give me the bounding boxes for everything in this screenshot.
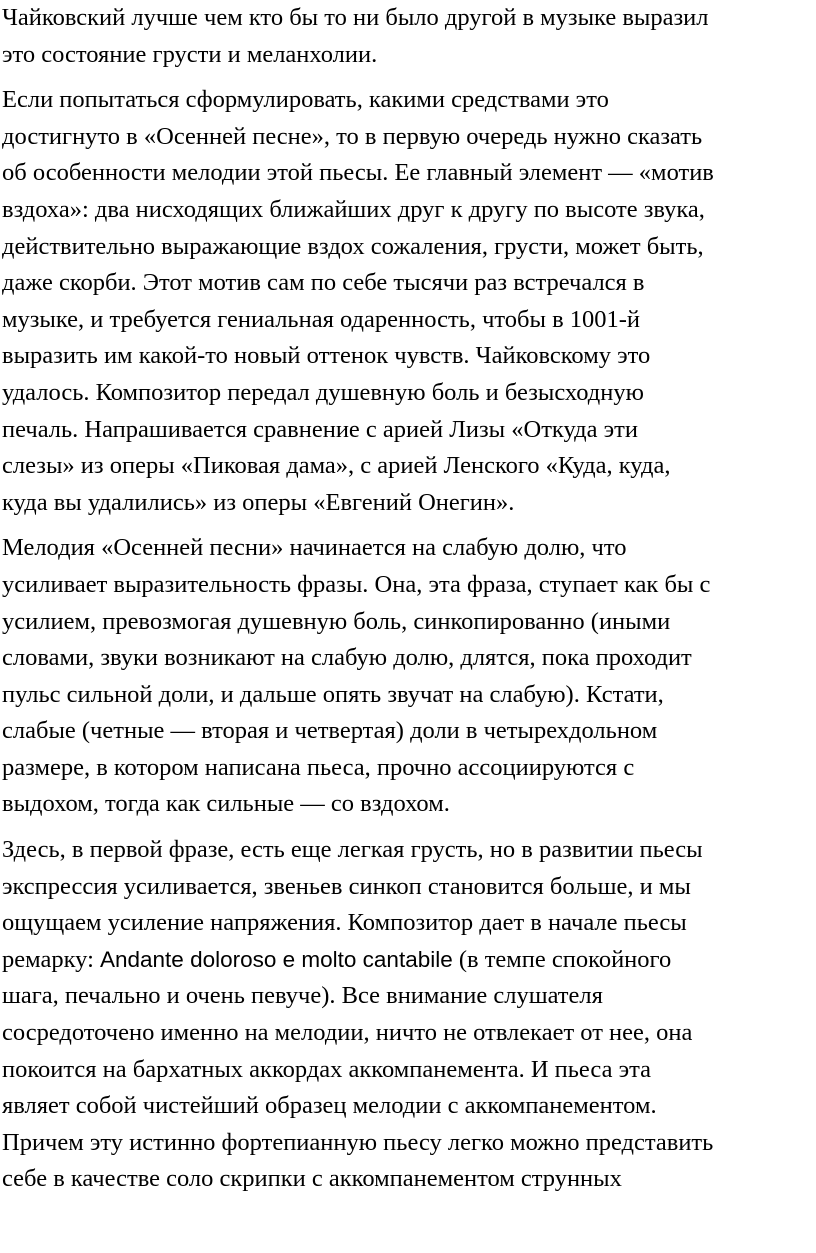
text-line: удалось. Композитор передал душевную боль и безысходную	[2, 378, 644, 406]
text-line: даже скорби. Этот мотив сам по себе тысячи раз встречался в	[2, 269, 645, 297]
paragraph-melody-features	[2, 82, 812, 521]
text-line: это состояние грусти и меланхолии.	[2, 40, 378, 68]
text-line: усилием, превозмогая душевную боль, синкопированно (иными	[2, 607, 671, 635]
text-line: Причем эту истинно фортепианную пьесу легко можно представить	[2, 1128, 714, 1156]
text-line-tempo-marking	[2, 942, 812, 979]
paragraph-expression	[2, 832, 812, 1198]
text-line: являет собой чистейший образец мелодии с аккомпанементом.	[2, 1092, 657, 1120]
text-line: музыке, и требуется гениальная одаренность, чтобы в 1001-й	[2, 305, 641, 333]
text-line: вздоха»: два нисходящих ближайших друг к другу по высоте звука,	[2, 195, 705, 223]
tempo-line: ремарку: Andante doloroso e molto cantabile (в темпе спокойного	[2, 945, 672, 973]
text-line: себе в качестве соло скрипки с аккомпанементом струнных	[2, 1165, 622, 1193]
text-line: размере, в котором написана пьеса, прочно ассоциируются с	[2, 753, 635, 781]
text-line: выразить им какой-то новый оттенок чувств. Чайковскому это	[2, 342, 651, 370]
text-line: печаль. Напрашивается сравнение с арией Лизы «Откуда эти	[2, 415, 638, 443]
text-line: достигнуто в «Осенней песне», то в первую очередь нужно сказать	[2, 122, 703, 150]
text-line: усиливает выразительность фразы. Она, эта фраза, ступает как бы с	[2, 570, 711, 598]
text-line: об особенности мелодии этой пьесы. Ее главный элемент — «мотив	[2, 159, 714, 187]
text-line: действительно выражающие вздох сожаления, грусти, может быть,	[2, 232, 704, 260]
tempo-marking: Andante doloroso e molto cantabile	[100, 946, 453, 972]
text-line: ощущаем усиление напряжения. Композитор дает в начале пьесы	[2, 909, 687, 937]
text-line: Мелодия «Осенней песни» начинается на слабую долю, что	[2, 534, 627, 562]
paragraph-intro	[2, 0, 812, 73]
text-line: сосредоточено именно на мелодии, ничто не отвлекает от нее, она	[2, 1019, 693, 1047]
text-line: Если попытаться сформулировать, какими средствами это	[2, 86, 609, 114]
text-line: Здесь, в первой фразе, есть еще легкая грусть, но в развитии пьесы	[2, 836, 703, 864]
text-line: словами, звуки возникают на слабую долю, длятся, пока проходит	[2, 644, 692, 672]
text-line: шага, печально и очень певуче). Все внимание слушателя	[2, 982, 603, 1010]
text-line: Чайковский лучше чем кто бы то ни было другой в музыке выразил	[2, 4, 709, 31]
text-line: слабые (четные — вторая и четвертая) доли в четырехдольном	[2, 717, 658, 745]
paragraph-syncopation	[2, 530, 812, 823]
text-line: экспрессия усиливается, звеньев синкоп становится больше, и мы	[2, 872, 691, 900]
text-line: выдохом, тогда как сильные — со вздохом.	[2, 790, 450, 818]
text-line: покоится на бархатных аккордах аккомпанемента. И пьеса эта	[2, 1055, 651, 1083]
text-line: слезы» из оперы «Пиковая дама», с арией Ленского «Куда, куда,	[2, 452, 671, 480]
text-line: пульс сильной доли, и дальше опять звучат на слабую). Кстати,	[2, 680, 664, 708]
text-line: куда вы удалились» из оперы «Евгений Онегин».	[2, 488, 515, 516]
